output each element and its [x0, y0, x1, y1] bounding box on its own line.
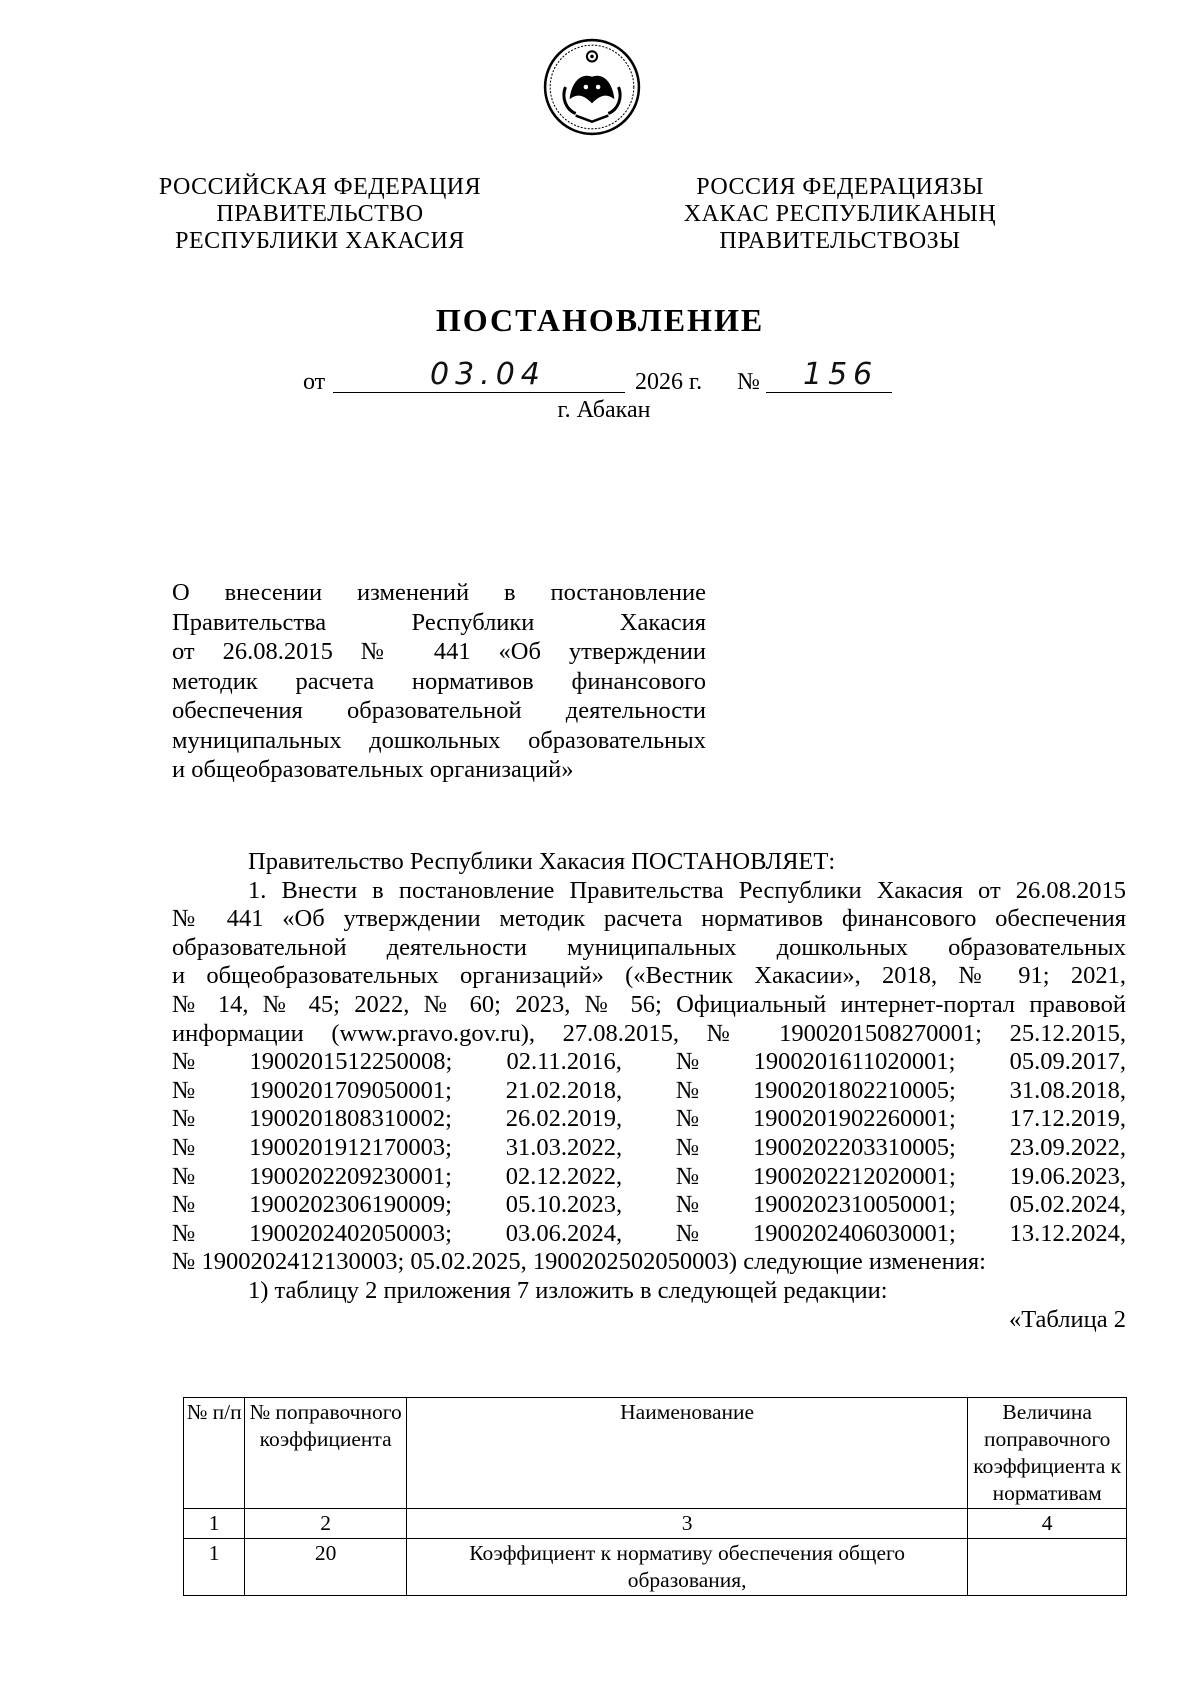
paragraph-1-line: образовательной деятельности муниципальных дошкольных образовательных	[172, 933, 1126, 961]
registry-cell: №	[675, 1219, 700, 1247]
registry-line	[172, 1105, 1126, 1134]
number-handwritten: 156	[803, 357, 879, 392]
registry-cell: 03.06.2024,	[505, 1219, 623, 1247]
date-handwritten: 03.04	[430, 357, 546, 392]
header-cell: № п/п	[184, 1398, 245, 1509]
issuer-header-russian	[150, 174, 490, 255]
registry-cell: №	[676, 1048, 700, 1076]
issuer-header-khakas	[640, 174, 1040, 255]
registry-cell: №	[675, 1191, 700, 1219]
coat-of-arms-emblem	[541, 36, 643, 138]
registry-cell: 02.12.2022,	[505, 1162, 623, 1190]
registry-cell: 31.03.2022,	[505, 1133, 623, 1161]
document-title: ПОСТАНОВЛЕНИЕ	[435, 302, 765, 338]
from-label: от	[303, 369, 326, 395]
registry-line	[172, 1163, 1126, 1192]
registry-cell: 05.10.2023,	[505, 1191, 623, 1219]
subject-line: обеспечения образовательной деятельности	[172, 697, 706, 724]
registry-cell: №	[675, 1105, 700, 1133]
registry-line	[172, 1220, 1126, 1249]
registry-cell: 1900201902260001;	[753, 1105, 956, 1133]
registry-cell: 1900202310050001;	[753, 1191, 956, 1219]
number-label: №	[737, 369, 760, 395]
header-line: РЕСПУБЛИКИ ХАКАСИЯ	[175, 228, 465, 254]
registry-cell: 1900201912170003;	[249, 1133, 452, 1161]
registry-cell: №	[172, 1076, 196, 1104]
subject-line: О внесении изменений в постановление	[172, 579, 706, 606]
year-label: 2026 г.	[635, 369, 703, 395]
header-cell: Величина поправочного коэффициента к нормативам	[968, 1398, 1127, 1509]
table-cell: Коэффициент к нормативу обеспечения общего образования,	[406, 1539, 967, 1596]
column-number: 1	[184, 1509, 245, 1539]
column-number: 3	[406, 1509, 967, 1539]
paragraph-1-line: и общеобразовательных организаций» («Вестник Хакасии», 2018, № 91; 2021,	[172, 962, 1126, 990]
table-cell: 20	[245, 1539, 407, 1596]
registry-cell: 23.09.2022,	[1009, 1133, 1126, 1161]
header-line: РОССИЯ ФЕДЕРАЦИЯЗЫ	[696, 174, 984, 200]
registry-cell: №	[675, 1076, 700, 1104]
coefficients-table	[183, 1397, 1127, 1596]
header-line: ПРАВИТЕЛЬСТВОЗЫ	[719, 228, 961, 254]
subject-line: и общеобразовательных организаций»	[172, 756, 574, 783]
registry-cell: 1900201808310002;	[249, 1105, 452, 1133]
paragraph-1-line: информации (www.pravo.gov.ru), 27.08.2015, № 1900201508270001; 25.12.2015,	[172, 1019, 1126, 1047]
registry-cell: 05.09.2017,	[1009, 1048, 1126, 1076]
header-cell: Наименование	[406, 1398, 967, 1509]
table-row	[184, 1539, 1127, 1596]
registry-cell: 17.12.2019,	[1009, 1105, 1126, 1133]
subparagraph-1: 1) таблицу 2 приложения 7 изложить в следующей редакции:	[248, 1276, 888, 1304]
registry-cell: 31.08.2018,	[1009, 1076, 1126, 1104]
header-line: РОССИЙСКАЯ ФЕДЕРАЦИЯ	[158, 174, 482, 200]
registry-cell: №	[172, 1105, 196, 1133]
column-numbers-row	[184, 1509, 1127, 1539]
registry-cell: 1900202209230001;	[249, 1162, 452, 1190]
subject-line: Правительства Республики Хакасия	[172, 608, 706, 636]
registry-cell: 1900201709050001;	[249, 1076, 452, 1104]
registry-cell: 1900202203310005;	[753, 1133, 956, 1161]
paragraph-1-end: № 1900202412130003; 05.02.2025, 1900202502050003) следующие изменения:	[172, 1248, 986, 1276]
table-cell: 1	[184, 1539, 245, 1596]
registry-cell: 13.12.2024,	[1009, 1219, 1126, 1247]
registry-cell: №	[172, 1162, 196, 1190]
registry-cell: 21.02.2018,	[505, 1076, 623, 1104]
registry-line	[172, 1048, 1126, 1077]
registry-line	[172, 1077, 1126, 1106]
paragraph-1-line: № 14, № 45; 2022, № 60; 2023, № 56; Официальный интернет-портал правовой	[172, 990, 1126, 1018]
header-line: ПРАВИТЕЛЬСТВО	[216, 201, 424, 227]
registry-cell: 1900201512250008;	[249, 1048, 453, 1076]
column-number: 2	[245, 1509, 407, 1539]
subject-line: муниципальных дошкольных образовательных	[172, 726, 706, 754]
registry-line	[172, 1191, 1126, 1220]
registry-cell: 02.11.2016,	[506, 1048, 622, 1076]
subject-line: методик расчета нормативов финансового	[172, 667, 706, 695]
registry-cell: 1900201611020001;	[753, 1048, 956, 1076]
registry-cell: 1900202212020001;	[753, 1162, 956, 1190]
table-cell	[968, 1539, 1127, 1596]
registry-cell: 1900202306190009;	[249, 1191, 452, 1219]
registry-line	[172, 1134, 1126, 1163]
paragraph-1-line: 1. Внести в постановление Правительства Республики Хакасия от 26.08.2015	[248, 876, 1126, 904]
paragraph-1-line: № 441 «Об утверждении методик расчета нормативов финансового обеспечения	[172, 905, 1126, 933]
registry-cell: 05.02.2024,	[1009, 1191, 1126, 1219]
document-subject	[172, 578, 706, 785]
document-body	[172, 848, 1126, 1334]
registry-cell: №	[172, 1219, 196, 1247]
header-line: ХАКАС РЕСПУБЛИКАНЫҢ	[683, 201, 997, 227]
column-number: 4	[968, 1509, 1127, 1539]
registry-cell: 1900201802210005;	[753, 1076, 956, 1104]
registry-cell: №	[675, 1133, 700, 1161]
decree-statement: Правительство Республики Хакасия ПОСТАНОВЛЯЕТ:	[248, 848, 836, 875]
registry-cell: 1900202406030001;	[753, 1219, 956, 1247]
registry-cell: 1900202402050003;	[249, 1219, 452, 1247]
table-header-row	[184, 1398, 1127, 1509]
city: г. Абакан	[557, 397, 651, 423]
header-cell: № поправочного коэффициента	[245, 1398, 407, 1509]
registry-cell: №	[172, 1048, 196, 1076]
subject-line: от 26.08.2015 № 441 «Об утверждении	[172, 638, 706, 665]
registry-cell: №	[172, 1191, 196, 1219]
registry-cell: 19.06.2023,	[1009, 1162, 1126, 1190]
table-caption: «Таблица 2	[1008, 1305, 1126, 1333]
registry-cell: 26.02.2019,	[505, 1105, 623, 1133]
registry-cell: №	[172, 1133, 196, 1161]
registry-cell: №	[675, 1162, 700, 1190]
